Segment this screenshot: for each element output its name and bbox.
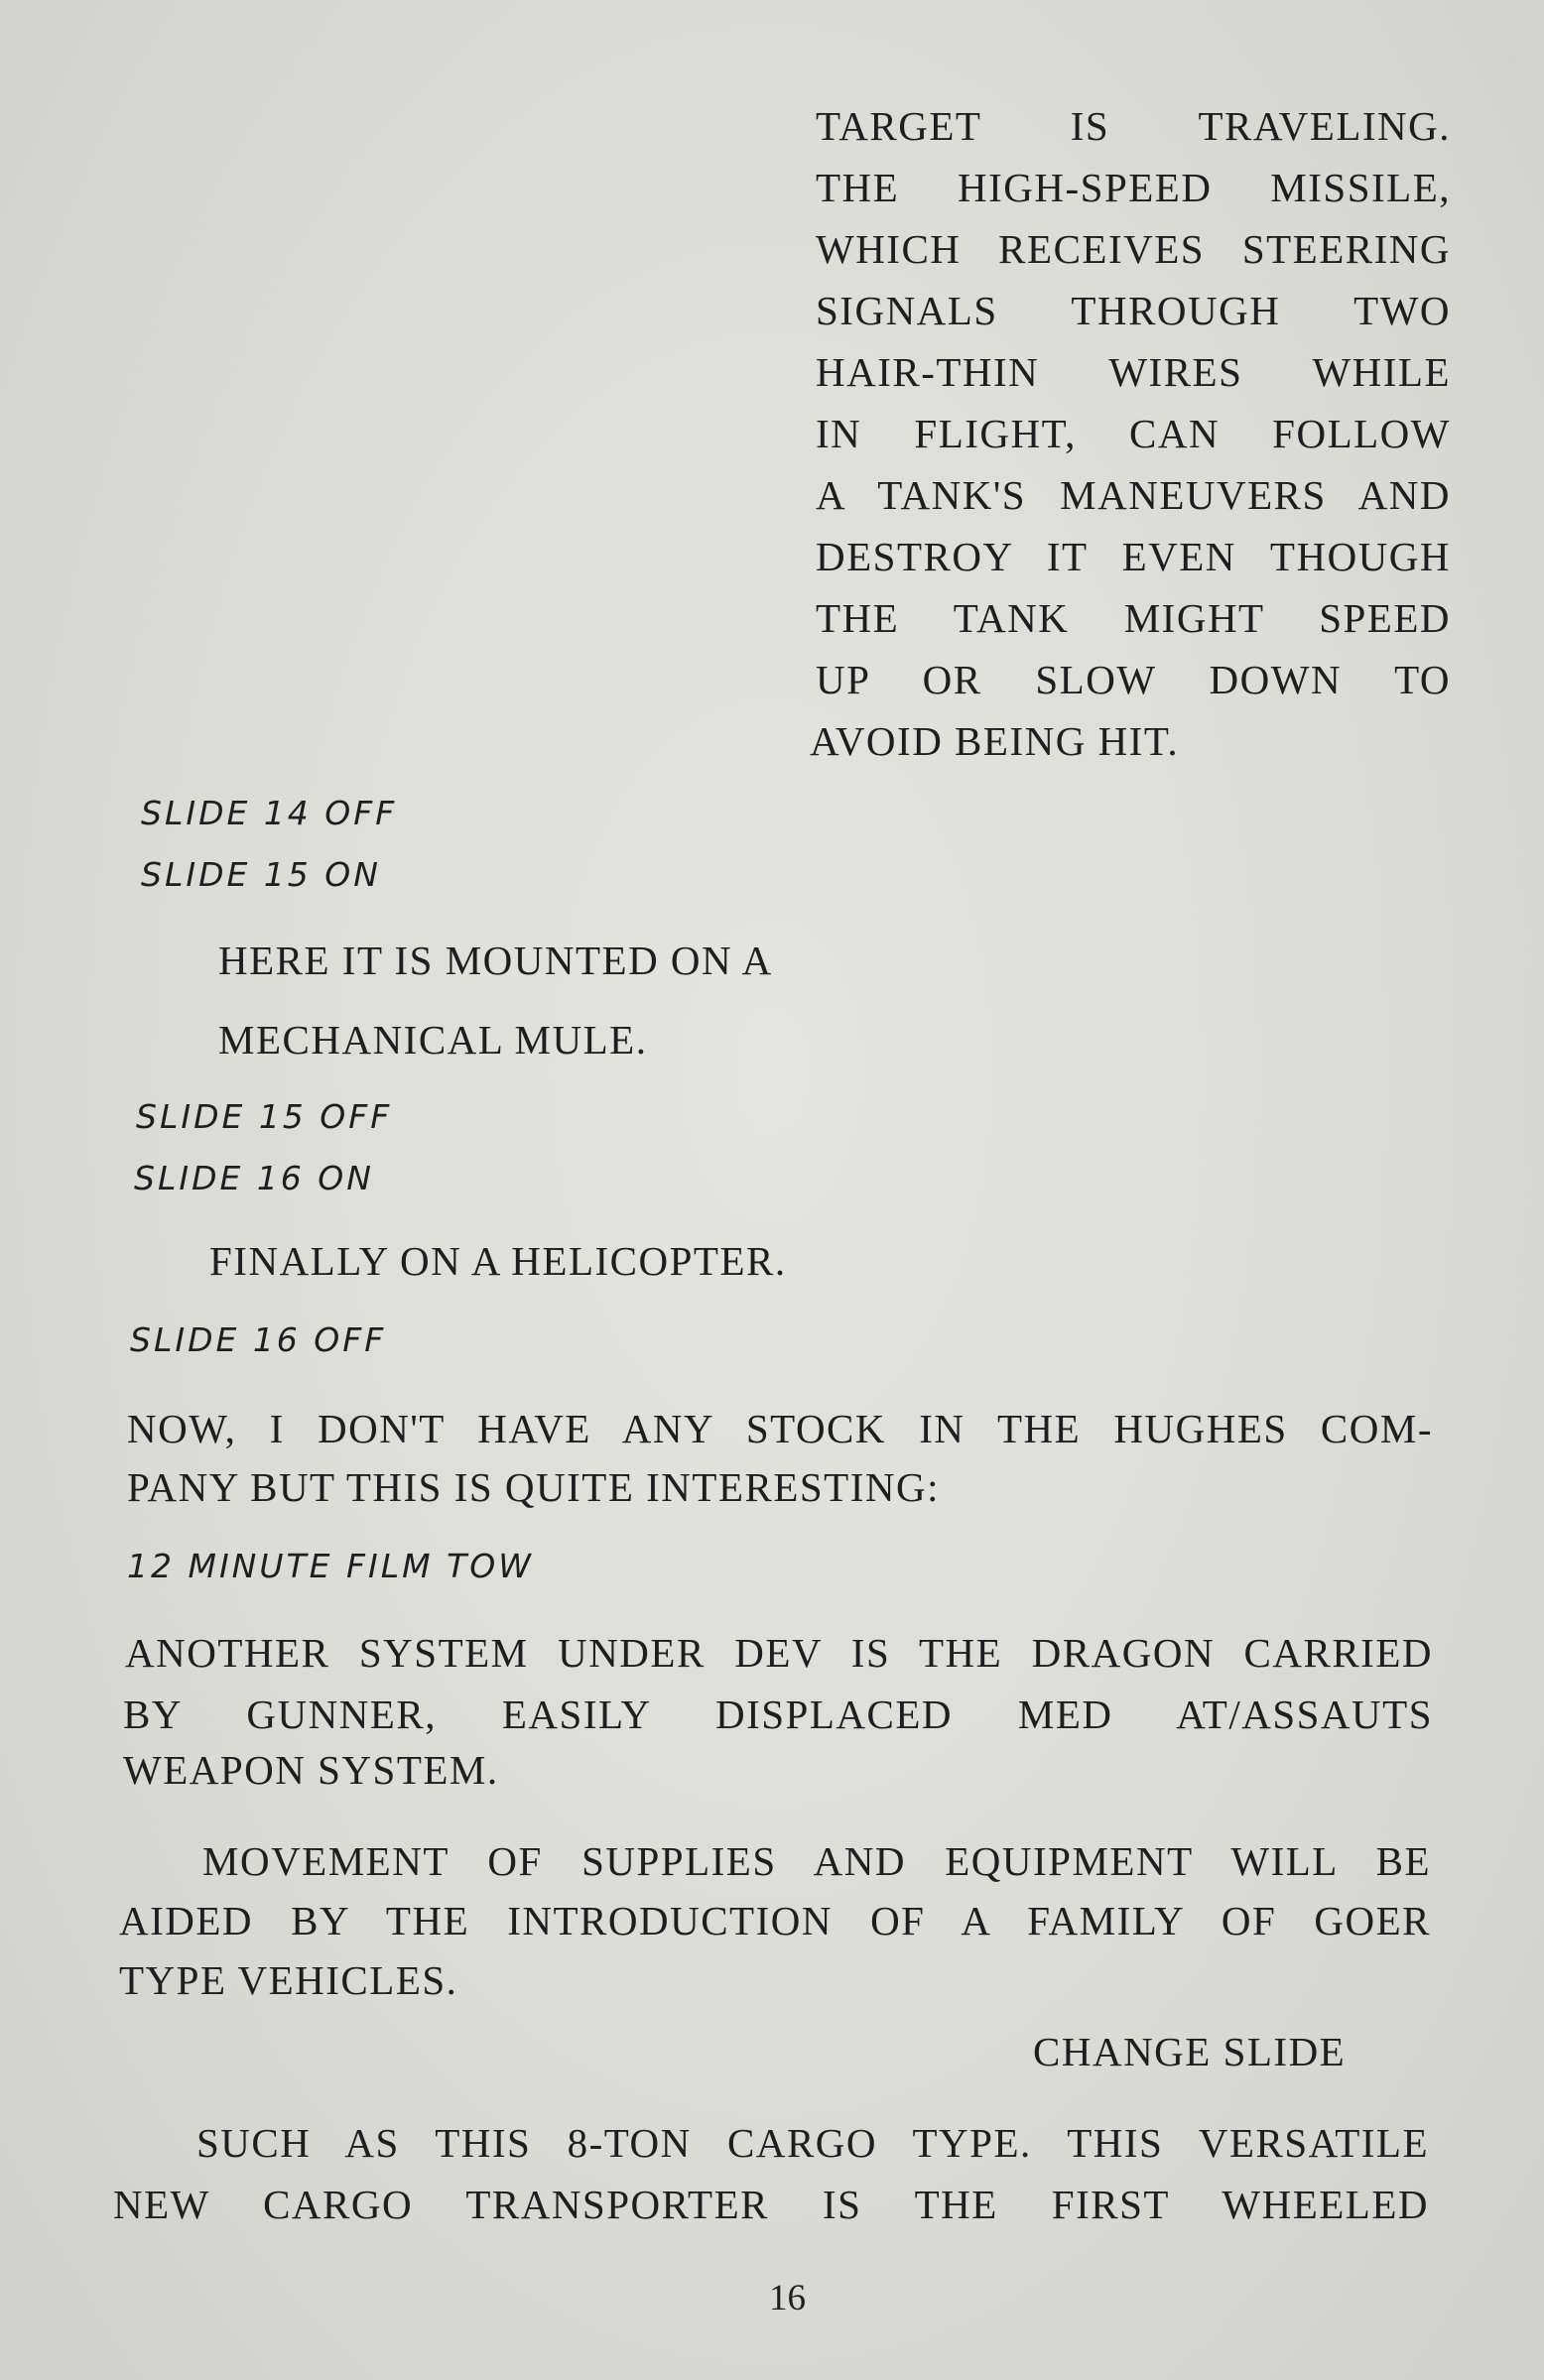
page-number: 16 — [769, 2278, 806, 2318]
body-text-line: NOW, I DON'T HAVE ANY STOCK IN THE HUGHES COM- — [127, 1406, 1433, 1451]
slide-cue: SLIDE 16 ON — [134, 1159, 374, 1197]
body-text-line: HAIR-THIN WIRES WHILE — [816, 349, 1451, 395]
body-text-line: IN FLIGHT, CAN FOLLOW — [816, 411, 1451, 456]
body-text-line: MECHANICAL MULE. — [218, 1017, 648, 1063]
slide-cue: SLIDE 14 OFF — [141, 794, 398, 832]
body-text-line: A TANK'S MANEUVERS AND — [816, 472, 1451, 518]
body-text-line: AVOID BEING HIT. — [810, 718, 1180, 764]
body-text-line: SIGNALS THROUGH TWO — [816, 288, 1451, 333]
body-text-line: TARGET IS TRAVELING. — [816, 103, 1451, 149]
slide-cue: 12 MINUTE FILM TOW — [127, 1547, 534, 1585]
body-text-line: BY GUNNER, EASILY DISPLACED MED AT/ASSAUTS — [123, 1691, 1433, 1737]
body-text-line: THE TANK MIGHT SPEED — [816, 595, 1451, 641]
body-text-line: FINALLY ON A HELICOPTER. — [209, 1238, 787, 1284]
body-text-line: ANOTHER SYSTEM UNDER DEV IS THE DRAGON CARRIED — [125, 1630, 1433, 1676]
body-text-line: THE HIGH-SPEED MISSILE, — [816, 165, 1451, 210]
body-text-line: WEAPON SYSTEM. — [123, 1747, 499, 1793]
body-text-line: MOVEMENT OF SUPPLIES AND EQUIPMENT WILL BE — [202, 1838, 1431, 1884]
body-text-line: SUCH AS THIS 8-TON CARGO TYPE. THIS VERSATILE — [196, 2120, 1429, 2166]
body-text-line: NEW CARGO TRANSPORTER IS THE FIRST WHEELED — [113, 2182, 1429, 2227]
slide-cue: SLIDE 16 OFF — [130, 1320, 387, 1359]
slide-cue: SLIDE 15 OFF — [136, 1097, 393, 1136]
body-text-line: AIDED BY THE INTRODUCTION OF A FAMILY OF GOER — [119, 1898, 1431, 1943]
body-text-line: DESTROY IT EVEN THOUGH — [816, 534, 1451, 579]
slide-instruction: CHANGE SLIDE — [1033, 2029, 1347, 2074]
body-text-line: HERE IT IS MOUNTED ON A — [218, 938, 773, 983]
body-text-line: UP OR SLOW DOWN TO — [816, 657, 1451, 702]
slide-cue: SLIDE 15 ON — [141, 855, 381, 894]
body-text-line: TYPE VEHICLES. — [119, 1957, 458, 2003]
body-text-line: PANY BUT THIS IS QUITE INTERESTING: — [127, 1464, 940, 1510]
body-text-line: WHICH RECEIVES STEERING — [816, 226, 1451, 272]
